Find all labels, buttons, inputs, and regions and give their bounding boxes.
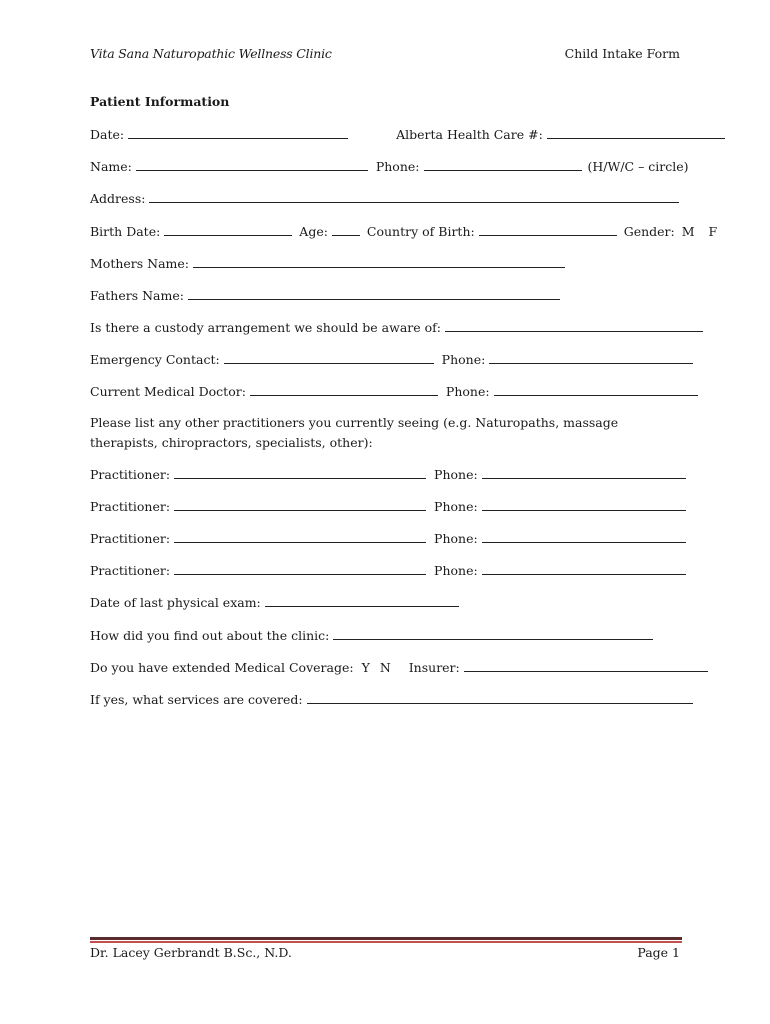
practitioner-row-1 (90, 466, 686, 484)
phone-field[interactable] (424, 158, 582, 171)
practitioner-row-4 (90, 562, 686, 580)
emergency-label: Emergency Contact: (90, 352, 220, 367)
fathers-name-row (90, 287, 560, 305)
practitioner-phone-field[interactable] (482, 530, 686, 543)
name-row (90, 158, 689, 176)
clinic-name: Vita Sana Naturopathic Wellness Clinic (90, 46, 332, 61)
page-header (90, 46, 680, 64)
insurer-label: Insurer: (408, 660, 460, 675)
birth-date-label: Birth Date: (90, 224, 161, 239)
country-label: Country of Birth: (366, 224, 475, 239)
practitioner-phone-field[interactable] (482, 562, 686, 575)
age-field[interactable] (332, 223, 360, 236)
coverage-yes-option[interactable]: Y (361, 660, 370, 675)
find-out-field[interactable] (333, 627, 653, 640)
coverage-no-option[interactable]: N (379, 660, 391, 675)
services-label: If yes, what services are covered: (90, 692, 303, 707)
emergency-field[interactable] (224, 351, 434, 364)
find-out-row (90, 627, 653, 645)
phone-label: Phone: (375, 159, 420, 174)
birth-row (90, 223, 717, 241)
page-number: Page 1 (637, 945, 680, 960)
gender-label: Gender: (623, 224, 675, 239)
footer-rule-accent (90, 941, 682, 943)
practitioners-prompt: Please list any other practitioners you currently seeing (e.g. Naturopaths, massage therapists, chiropractors, specialists, other): (90, 415, 619, 450)
fathers-name-label: Fathers Name: (90, 288, 184, 303)
coverage-label: Do you have extended Medical Coverage: (90, 660, 354, 675)
practitioner-row-2 (90, 498, 686, 516)
insurer-field[interactable] (464, 659, 708, 672)
emergency-row (90, 351, 693, 369)
address-label: Address: (90, 191, 146, 206)
doctor-label: Current Medical Doctor: (90, 384, 246, 399)
practitioner-field[interactable] (174, 466, 426, 479)
form-title: Child Intake Form (564, 46, 680, 61)
ahc-field[interactable] (547, 126, 725, 139)
gender-m-option[interactable]: M (681, 224, 695, 239)
footer-author: Dr. Lacey Gerbrandt B.Sc., N.D. (90, 945, 292, 960)
practitioner-row-3 (90, 530, 686, 548)
footer-rule (90, 937, 682, 940)
section-title: Patient Information (90, 94, 230, 109)
address-field[interactable] (149, 190, 679, 203)
practitioner-phone-field[interactable] (482, 466, 686, 479)
doctor-row (90, 383, 698, 401)
practitioner-phone-field[interactable] (482, 498, 686, 511)
services-row (90, 691, 693, 709)
country-field[interactable] (479, 223, 617, 236)
practitioner-label: Practitioner: (90, 499, 171, 514)
name-label: Name: (90, 159, 132, 174)
coverage-row (90, 659, 708, 677)
doctor-field[interactable] (250, 383, 438, 396)
practitioner-label: Practitioner: (90, 467, 171, 482)
custody-row (90, 319, 703, 337)
address-row (90, 190, 679, 208)
services-field[interactable] (307, 691, 693, 704)
practitioner-phone-label: Phone: (434, 563, 478, 578)
last-exam-row (90, 594, 459, 612)
practitioner-label: Practitioner: (90, 563, 171, 578)
mothers-name-field[interactable] (193, 255, 565, 268)
gender-f-option[interactable]: F (708, 224, 718, 239)
mothers-name-label: Mothers Name: (90, 256, 190, 271)
hwc-note: (H/W/C – circle) (587, 159, 689, 174)
practitioner-phone-label: Phone: (434, 531, 478, 546)
practitioner-phone-label: Phone: (434, 467, 478, 482)
ahc-label: Alberta Health Care #: (396, 127, 543, 142)
last-exam-label: Date of last physical exam: (90, 595, 261, 610)
date-row (90, 126, 725, 144)
date-field[interactable] (128, 126, 348, 139)
name-field[interactable] (136, 158, 368, 171)
birth-date-field[interactable] (164, 223, 292, 236)
age-label: Age: (299, 224, 328, 239)
emergency-phone-field[interactable] (489, 351, 693, 364)
date-label: Date: (90, 127, 125, 142)
find-out-label: How did you find out about the clinic: (90, 628, 330, 643)
practitioner-field[interactable] (174, 530, 426, 543)
doctor-phone-field[interactable] (494, 383, 698, 396)
custody-label: Is there a custody arrangement we should be aware of: (90, 320, 441, 335)
emergency-phone-label: Phone: (441, 352, 486, 367)
practitioner-phone-label: Phone: (434, 499, 478, 514)
last-exam-field[interactable] (265, 594, 459, 607)
practitioner-label: Practitioner: (90, 531, 171, 546)
practitioner-field[interactable] (174, 562, 426, 575)
custody-field[interactable] (445, 319, 703, 332)
doctor-phone-label: Phone: (445, 384, 490, 399)
practitioner-field[interactable] (174, 498, 426, 511)
page-footer (90, 945, 680, 963)
mothers-name-row (90, 255, 565, 273)
fathers-name-field[interactable] (188, 287, 560, 300)
